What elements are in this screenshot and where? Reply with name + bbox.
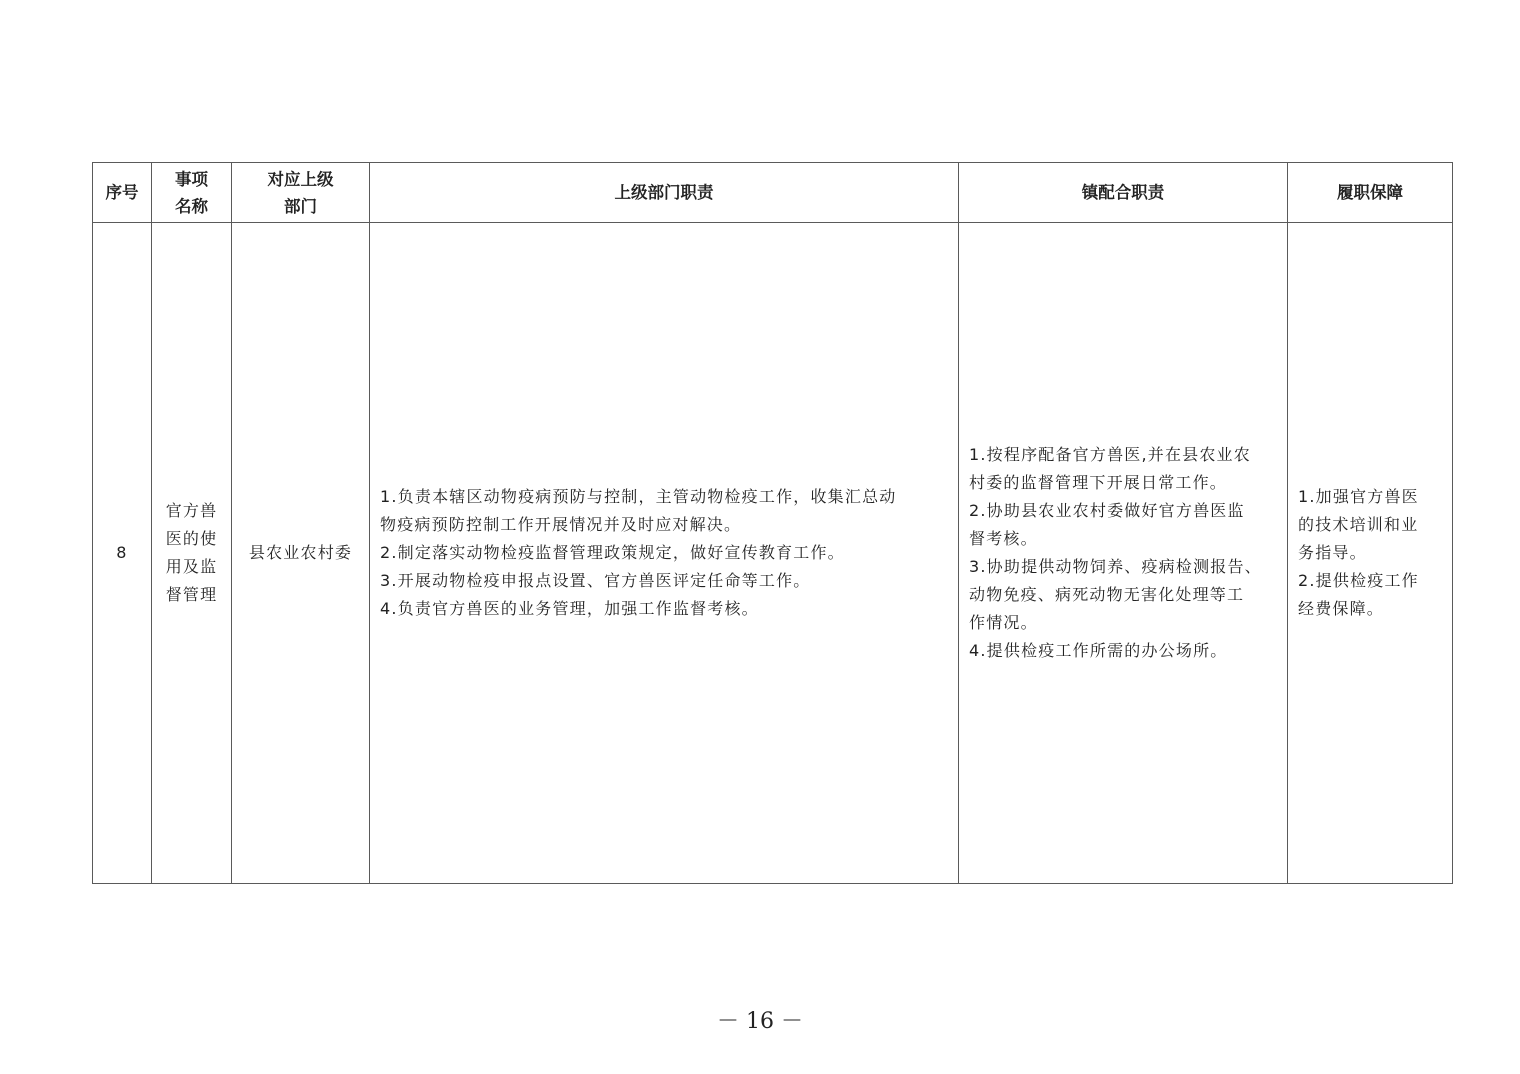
cell-town-duties bbox=[959, 223, 1288, 884]
cell-guarantee bbox=[1288, 223, 1453, 884]
upper-duty-line: 物疫病预防控制工作开展情况并及时应对解决。 bbox=[380, 515, 742, 534]
upper-duty-line: 3.开展动物检疫申报点设置、官方兽医评定任命等工作。 bbox=[380, 571, 811, 590]
item-name-line: 医的使 bbox=[165, 529, 218, 548]
header-town-duties: 镇配合职责 bbox=[959, 163, 1288, 223]
cell-upper-dept: 县农业农村委 bbox=[232, 223, 370, 884]
duty-table bbox=[92, 162, 1453, 884]
header-seq: 序号 bbox=[93, 163, 152, 223]
cell-upper-duties bbox=[370, 223, 959, 884]
header-upper-dept-line: 部门 bbox=[284, 196, 317, 216]
upper-duty-line: 4.负责官方兽医的业务管理，加强工作监督考核。 bbox=[380, 599, 759, 618]
upper-duty-line: 2.制定落实动物检疫监督管理政策规定，做好宣传教育工作。 bbox=[380, 543, 845, 562]
town-duty-line: 村委的监督管理下开展日常工作。 bbox=[969, 473, 1228, 492]
header-guarantee: 履职保障 bbox=[1288, 163, 1453, 223]
header-item-name-line: 名称 bbox=[175, 196, 208, 216]
table-row bbox=[93, 223, 1453, 884]
guarantee-line: 经费保障。 bbox=[1298, 599, 1385, 618]
guarantee-line: 的技术培训和业 bbox=[1298, 515, 1419, 534]
page-number: － 16 － bbox=[717, 1009, 803, 1034]
item-name-line: 督管理 bbox=[165, 585, 218, 604]
header-item-name-line: 事项 bbox=[175, 169, 208, 189]
header-upper-dept-line: 对应上级 bbox=[267, 169, 334, 189]
guarantee-line: 1.加强官方兽医 bbox=[1298, 487, 1419, 506]
town-duty-line: 督考核。 bbox=[969, 529, 1038, 548]
town-duty-line: 2.协助县农业农村委做好官方兽医监 bbox=[969, 501, 1245, 520]
town-duty-line: 4.提供检疫工作所需的办公场所。 bbox=[969, 641, 1228, 660]
guarantee-line: 2.提供检疫工作 bbox=[1298, 571, 1419, 590]
header-upper-duties: 上级部门职责 bbox=[370, 163, 959, 223]
town-duty-line: 动物免疫、病死动物无害化处理等工 bbox=[969, 585, 1245, 604]
cell-item-name bbox=[152, 223, 232, 884]
item-name-line: 官方兽 bbox=[165, 501, 218, 520]
table-header-row bbox=[93, 163, 1453, 223]
town-duty-line: 1.按程序配备官方兽医,并在县农业农 bbox=[969, 445, 1251, 464]
town-duty-line: 作情况。 bbox=[969, 613, 1038, 632]
town-duty-line: 3.协助提供动物饲养、疫病检测报告、 bbox=[969, 557, 1262, 576]
header-item-name bbox=[152, 163, 232, 223]
item-name-line: 用及监 bbox=[165, 557, 218, 576]
header-upper-dept bbox=[232, 163, 370, 223]
cell-seq: 8 bbox=[93, 223, 152, 884]
upper-duty-line: 1.负责本辖区动物疫病预防与控制，主管动物检疫工作，收集汇总动 bbox=[380, 487, 897, 506]
guarantee-line: 务指导。 bbox=[1298, 543, 1367, 562]
